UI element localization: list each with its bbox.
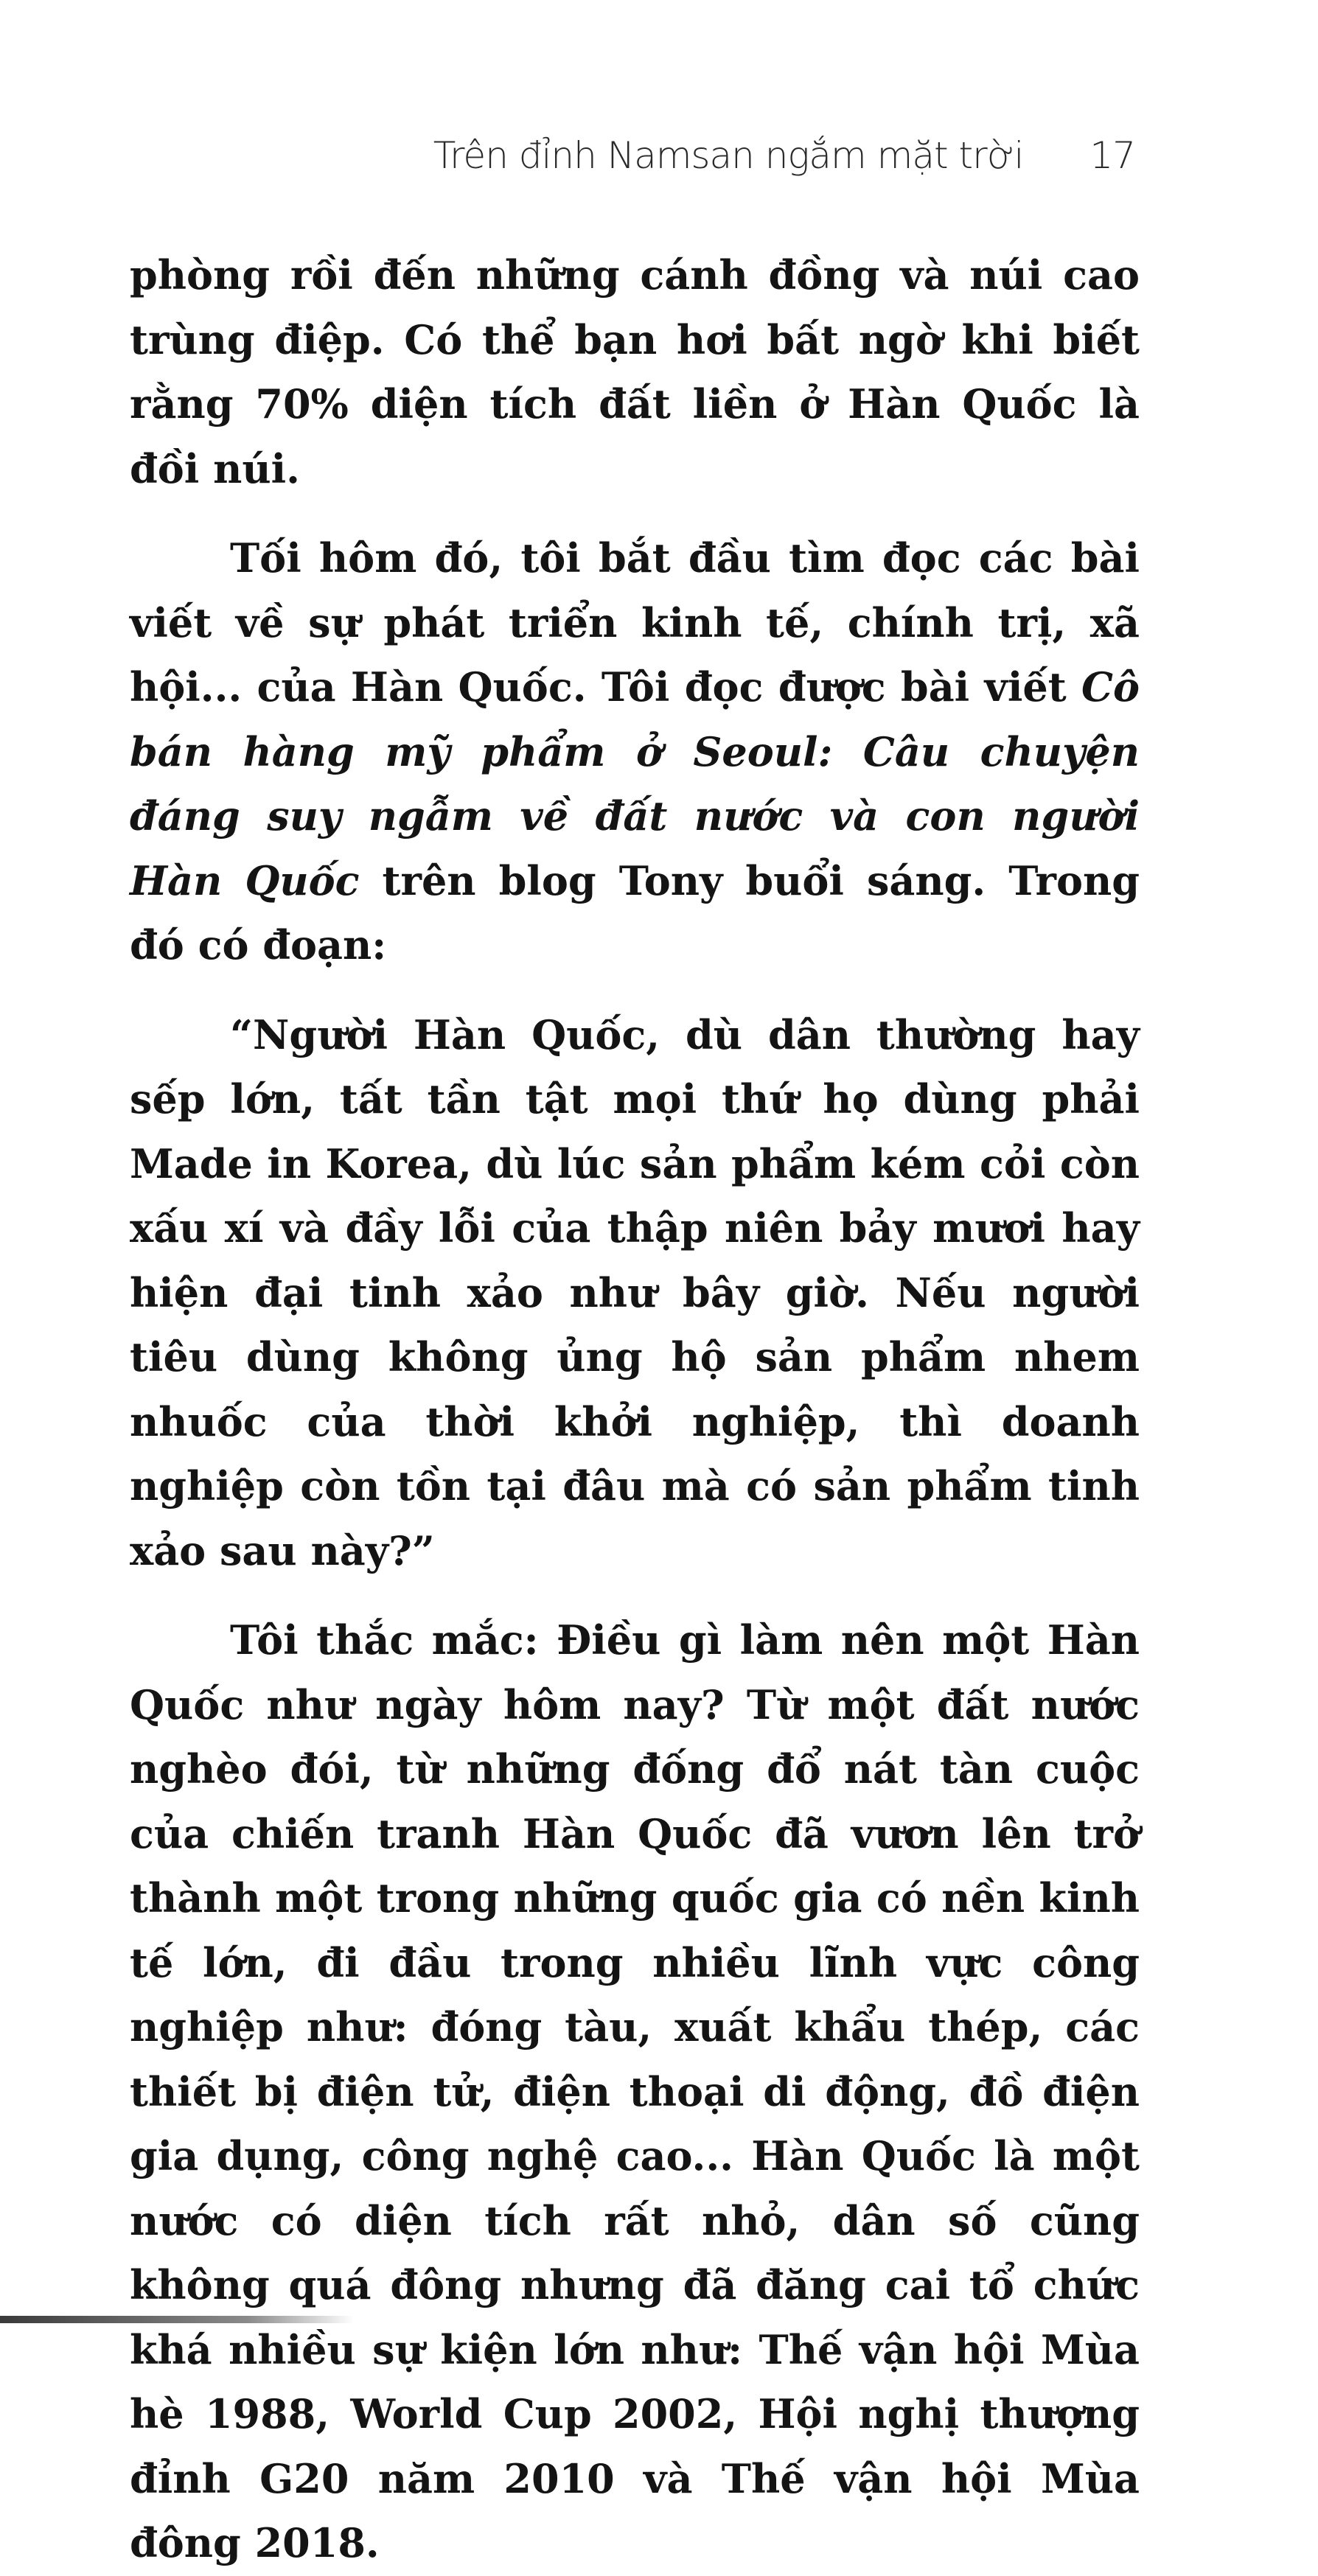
article-title: Cô bán hàng mỹ phẩm ở Seoul: Câu chuyện đáng suy ngẫm về đất nước và con người Hàn Quốc [130,663,1140,904]
body-text [130,243,1140,2576]
paragraph-text: trên blog Tony buổi sáng. Trong đó có đoạn: [130,856,1140,968]
page-number: 17 [1089,134,1135,177]
paragraph-question: Tôi thắc mắc: Điều gì làm nên một Hàn Quốc như ngày hôm nay? Từ một đất nước nghèo đói, từ những đống đổ nát tàn cuộc của chiến tranh Hàn Quốc đã vươn lên trở thành một trong những quốc gia có nền kinh tế lớn, đi đầu trong nhiều lĩnh vực công nghiệp như: đóng tàu, xuất khẩu thép, các thiết bị điện tử, điện thoại di động, đồ điện gia dụng, công nghệ cao... Hàn Quốc là một nước có diện tích rất nhỏ, dân số cũng không quá đông nhưng đã đăng cai tổ chức khá nhiều sự kiện lớn như: Thế vận hội Mùa hè 1988, World Cup 2002, Hội nghị thượng đỉnh G20 năm 2010 và Thế vận hội Mùa đông 2018. [130,1616,1140,2566]
paragraph-quote: “Người Hàn Quốc, dù dân thường hay sếp lớn, tất tần tật mọi thứ họ dùng phải Made in Korea, dù lúc sản phẩm kém cỏi còn xấu xí và đầy lỗi của thập niên bảy mươi hay hiện đại tinh xảo như bây giờ. Nếu người tiêu dùng không ủng hộ sản phẩm nhem nhuốc của thời khởi nghiệp, thì doanh nghiệp còn tồn tại đâu mà có sản phẩm tinh xảo sau này?” [130,1010,1140,1574]
paragraph-text: Tối hôm đó, tôi bắt đầu tìm đọc các bài viết về sự phát triển kinh tế, chính trị, xã hội... của Hàn Quốc. Tôi đọc được bài viết [130,534,1140,711]
scan-edge-shadow [0,2316,354,2323]
paragraph-reading [130,526,1140,978]
running-title: Trên đỉnh Namsan ngắm mặt trời [433,134,1024,177]
running-header [433,134,1135,177]
paragraph-continuation: phòng rồi đến những cánh đồng và núi cao trùng điệp. Có thể bạn hơi bất ngờ khi biết rằng 70% diện tích đất liền ở Hàn Quốc là đồi núi. [130,251,1140,492]
